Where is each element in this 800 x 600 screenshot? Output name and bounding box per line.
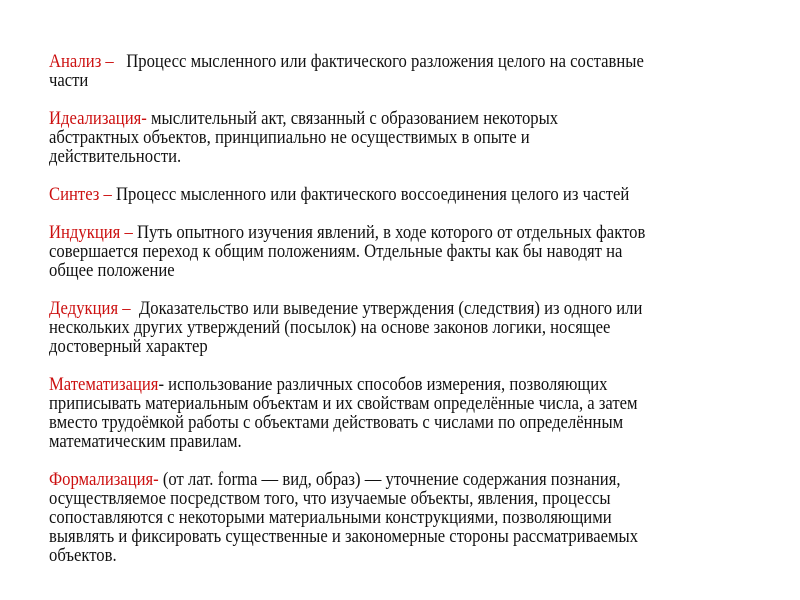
definition-term: Формализация- <box>49 470 159 490</box>
text-line <box>49 547 715 566</box>
text-line <box>49 471 715 490</box>
definition-text: Путь опытного изучения явлений, в ходе которого от отдельных фактов <box>132 223 646 243</box>
definition-paragraph <box>49 110 789 167</box>
definition-paragraph <box>49 186 789 205</box>
definition-paragraph <box>49 300 789 357</box>
text-line <box>49 148 715 167</box>
text-line <box>49 376 715 395</box>
definition-text: Доказательство или выведение утверждения (следствия) из одного или <box>130 299 643 319</box>
text-line <box>49 110 715 129</box>
definition-term: Дедукция – <box>49 299 131 319</box>
text-line <box>49 243 715 262</box>
definition-text: (от лат. forma — вид, образ) — уточнение содержания познания, <box>158 470 621 490</box>
definition-text: части <box>49 71 89 91</box>
paragraph-gap <box>49 205 789 224</box>
text-line <box>49 433 715 452</box>
text-line <box>49 53 715 72</box>
definition-text: действительности. <box>49 147 182 167</box>
definition-text: нескольких других утверждений (посылок) на основе законов логики, носящее <box>49 318 611 338</box>
definition-paragraph <box>49 471 789 566</box>
text-line <box>49 129 715 148</box>
paragraph-gap <box>49 452 789 471</box>
definition-text: объектов. <box>49 546 117 566</box>
definition-term: Синтез – <box>49 185 112 205</box>
definition-text: выявлять и фиксировать существенные и закономерные стороны рассматриваемых <box>49 527 639 547</box>
text-line <box>49 490 715 509</box>
definition-text: осуществляемое посредством того, что изучаемые объекты, явления, процессы <box>49 489 611 509</box>
definition-term: Анализ – <box>49 52 114 72</box>
text-line <box>49 414 715 433</box>
definition-term: Индукция – <box>49 223 133 243</box>
text-line <box>49 224 715 243</box>
definition-text: мыслительный акт, связанный с образованием некоторых <box>146 109 559 129</box>
definition-term: Идеализация- <box>49 109 147 129</box>
text-line <box>49 186 715 205</box>
definition-text: математическим правилам. <box>49 432 242 452</box>
definition-text: Процесс мысленного или фактического разложения целого на составные <box>113 52 644 72</box>
text-line <box>49 509 715 528</box>
text-line <box>49 319 715 338</box>
definition-paragraph <box>49 53 789 91</box>
definition-term: Математизация <box>49 375 159 395</box>
definition-text: достоверный характер <box>49 337 208 357</box>
definition-text: вместо трудоёмкой работы с объектами действовать с числами по определённым <box>49 413 624 433</box>
paragraph-gap <box>49 167 789 186</box>
definition-text: абстрактных объектов, принципиально не осуществимых в опыте и <box>49 128 530 148</box>
text-line <box>49 528 715 547</box>
definition-text: приписывать материальным объектам и их свойствам определённые числа, а затем <box>49 394 638 414</box>
definition-text: совершается переход к общим положениям. Отдельные факты как бы наводят на <box>49 242 623 262</box>
definition-text: сопоставляются с некоторыми материальными конструкциями, позволяющими <box>49 508 612 528</box>
paragraph-gap <box>49 357 789 376</box>
text-line <box>49 72 715 91</box>
text-line <box>49 338 715 357</box>
paragraph-gap <box>49 281 789 300</box>
text-line <box>49 300 715 319</box>
definition-text: - использование различных способов измерения, позволяющих <box>158 375 608 395</box>
slide-text-body <box>49 53 789 566</box>
text-line <box>49 262 715 281</box>
paragraph-gap <box>49 91 789 110</box>
definition-paragraph <box>49 224 789 281</box>
definition-paragraph <box>49 376 789 452</box>
definition-text: общее положение <box>49 261 175 281</box>
definition-text: Процесс мысленного или фактического воссоединения целого из частей <box>111 185 630 205</box>
text-line <box>49 395 715 414</box>
